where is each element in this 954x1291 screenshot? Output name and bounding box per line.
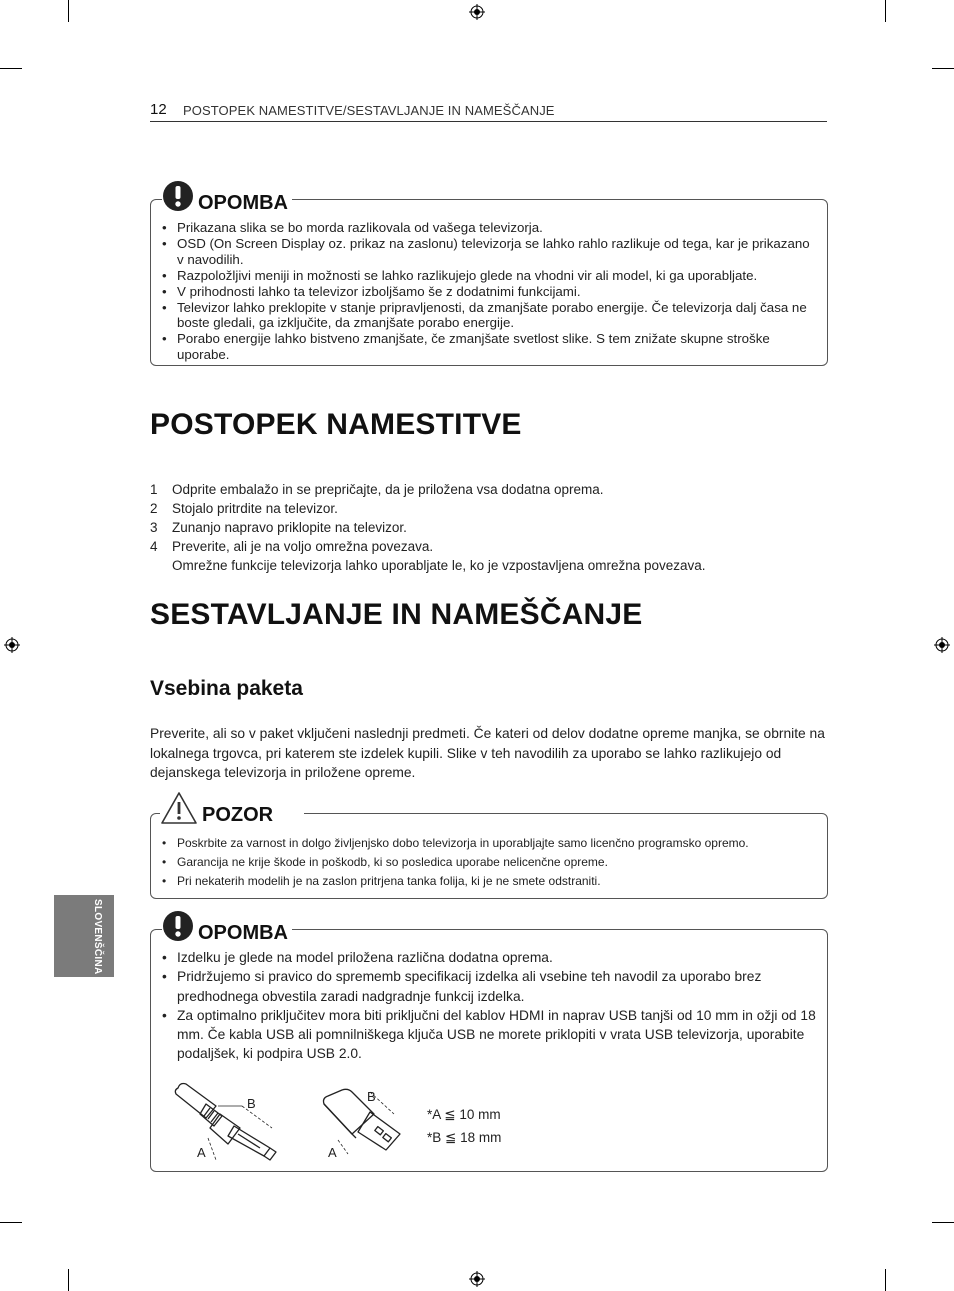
exclamation-circle-icon — [162, 910, 194, 942]
note-header — [162, 176, 292, 216]
caution-label: POZOR — [202, 803, 274, 826]
crop-mark — [885, 0, 886, 22]
list-item: • Televizor lahko preklopite v stanje pripravljenosti, da zmanjšate porabo energije. Če televizorja dalj časa ne boste gledali, ga izključite, da zmanjšate porabo energije. — [161, 300, 816, 332]
step-number: 1 — [150, 482, 158, 497]
crop-mark — [0, 68, 22, 69]
registration-mark-icon — [4, 637, 20, 653]
list-item: • Prikazana slika se bo morda razlikovala od vašega televizorja. — [161, 220, 816, 236]
spec-b: *B ≦ 18 mm — [427, 1130, 502, 1145]
step-item — [150, 537, 706, 556]
language-label: SLOVENŠČINA — [92, 899, 103, 975]
step-item — [150, 480, 706, 499]
list-item: • Porabo energije lahko bistveno zmanjšate, če zmanjšate svetlost slike. S tem znižate skupne stroške uporabe. — [161, 331, 816, 363]
note-list — [161, 220, 816, 363]
caution-list — [161, 834, 816, 891]
section-title: POSTOPEK NAMESTITVE — [150, 408, 522, 441]
crop-mark — [0, 1222, 22, 1223]
step-number: 4 — [150, 539, 158, 554]
caution-header — [160, 788, 304, 828]
usb-label-b: B — [367, 1089, 376, 1104]
list-item: • Poskrbite za varnost in dolgo življenjsko dobo televizorja in uporabljajte samo licenčno programsko opremo. — [161, 834, 816, 853]
step-text: Zunanjo napravo priklopite na televizor. — [172, 520, 407, 535]
step-text: Odprite embalažo in se prepričajte, da je priložena vsa dodatna oprema. — [172, 482, 604, 497]
step-text: Stojalo pritrdite na televizor. — [172, 501, 338, 516]
running-title: POSTOPEK NAMESTITVE/SESTAVLJANJE IN NAMEŠČANJE — [183, 103, 555, 118]
note-label: OPOMBA — [198, 191, 288, 214]
section-title: SESTAVLJANJE IN NAMEŠČANJE — [150, 598, 643, 631]
list-item: • Garancija ne krije škode in poškodb, ki so posledica uporabe nelicenčne opreme. — [161, 853, 816, 872]
step-item — [150, 518, 706, 537]
usb-label-a: A — [328, 1145, 337, 1160]
crop-mark — [68, 1269, 69, 1291]
crop-mark — [932, 68, 954, 69]
list-item: • Za optimalno priključitev mora biti priključni del kablov HDMI in naprav USB tanjši od 10 mm in ožji od 18 mm. Če kabla USB ali pomnilniškega ključa USB ne morete priklopiti v vrata USB televizorja, uporabite podaljšek, ki podpira USB 2.0. — [161, 1006, 816, 1064]
crop-mark — [68, 0, 69, 22]
spec-a: *A ≦ 10 mm — [427, 1107, 501, 1122]
crop-mark — [932, 1222, 954, 1223]
crop-mark — [885, 1269, 886, 1291]
warning-triangle-icon — [160, 791, 198, 825]
note-header — [162, 906, 292, 946]
step-number: 3 — [150, 520, 158, 535]
list-item: • OSD (On Screen Display oz. prikaz na zaslonu) televizorja se lahko rahlo razlikuje od tega, kar je prikazano v navodilih. — [161, 236, 816, 268]
list-item: • Pridržujemo si pravico do sprememb specifikacij izdelka ali vsebine teh navodil za uporabo brez predhodnega obvestila zaradi nadgradnje funkcij izdelka. — [161, 967, 816, 1006]
subsection-title: Vsebina paketa — [150, 677, 303, 700]
list-item: • V prihodnosti lahko ta televizor izboljšamo še z dodatnimi funkcijami. — [161, 284, 816, 300]
exclamation-circle-icon — [162, 180, 194, 212]
steps-list — [150, 480, 706, 575]
hdmi-label-b: B — [247, 1096, 256, 1111]
intro-paragraph: Preverite, ali so v paket vključeni naslednji predmeti. Če kateri od delov dodatne opreme manjka, se obrnite na lokalnega trgovca, pri katerem ste izdelek kupili. Slike v teh navodilih za uporabo se lahko razlikujejo od dejanskega televizorja in priložene opreme. — [150, 726, 825, 780]
registration-mark-icon — [469, 1271, 485, 1287]
language-tab — [54, 895, 114, 977]
list-item: • Pri nekaterih modelih je na zaslon pritrjena tanka folija, ki je ne smete odstraniti. — [161, 872, 816, 891]
list-item: • Razpoložljivi meniji in možnosti se lahko razlikujejo glede na vhodni vir ali model, ki ga uporabljate. — [161, 268, 816, 284]
step-number: 2 — [150, 501, 158, 516]
hdmi-label-a: A — [197, 1145, 206, 1160]
step-text: Preverite, ali je na voljo omrežna povezava. — [172, 539, 434, 554]
registration-mark-icon — [934, 637, 950, 653]
registration-mark-icon — [469, 4, 485, 20]
step-note-text: Omrežne funkcije televizorja lahko uporabljate le, ko je vzpostavljena omrežna povezava. — [172, 558, 706, 573]
step-note — [150, 556, 706, 575]
note-label: OPOMBA — [198, 921, 288, 944]
header-divider — [150, 121, 827, 122]
note-list — [161, 948, 816, 1064]
list-item: • Izdelku je glede na model priložena različna dodatna oprema. — [161, 948, 816, 967]
step-item — [150, 499, 706, 518]
hdmi-connector-illustration — [172, 1078, 284, 1164]
page-number: 12 — [150, 101, 167, 118]
